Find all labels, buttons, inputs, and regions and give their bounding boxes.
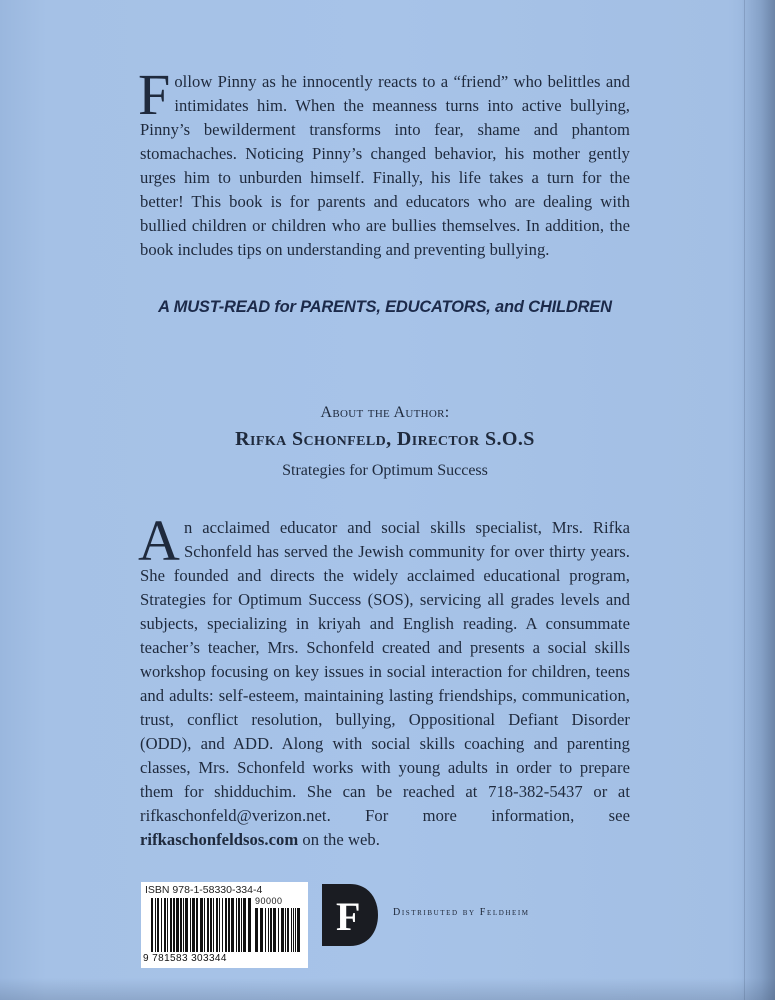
author-organization: Strategies for Optimum Success xyxy=(282,462,488,479)
price-code: 90000 xyxy=(255,896,283,906)
barcode-bar xyxy=(281,908,284,952)
bio-tail: on the web. xyxy=(298,830,380,849)
barcode-bar xyxy=(207,898,209,952)
bottom-edge-shadow xyxy=(0,978,775,1000)
barcode-bar xyxy=(248,898,251,952)
about-author-heading: About the Author: xyxy=(320,404,450,421)
barcode-bar xyxy=(293,908,294,952)
bio-text: n acclaimed educator and social skills specialist, Mrs. Rifka Schonfeld has served the Jewish community for over thirty years. She founded and directs the widely acclaimed educational program, Strategies for Optimum Success (SOS), servicing all grades levels and subjects, specializing in kriyah and English reading. A consummate teacher’s teacher, Mrs. Schonfeld created and presents a social skills workshop focusing on key issues in social interaction for children, teens and adults: self-esteem, maintaining lasting friendships, communication, trust, conflict resolution, bullying, Oppositional Defiant Disorder (ODD), and ADD. Along with social skills coaching and parenting classes, Mrs. Schonfeld works with young adults in order to prepare them for shidduchim. She can be reached at 718-382-5437 or at rifkaschonfeld@verizon.net. For more information, see xyxy=(140,518,630,825)
barcode-bar xyxy=(243,898,246,952)
bio-drop-cap: A xyxy=(138,508,180,573)
barcode-bar xyxy=(225,898,227,952)
barcode-bar xyxy=(190,898,191,952)
barcode-bar xyxy=(155,898,156,952)
barcode-bar xyxy=(170,898,172,952)
barcode-bar xyxy=(285,908,286,952)
blurb-drop-cap: F xyxy=(138,62,171,127)
barcode-bar xyxy=(228,898,230,952)
barcode-bar xyxy=(164,898,166,952)
barcode-bar xyxy=(180,898,182,952)
barcode-bar xyxy=(231,898,234,952)
barcode-bar xyxy=(204,898,205,952)
barcode-bar xyxy=(287,908,289,952)
isbn-barcode xyxy=(141,882,308,968)
barcode-bar xyxy=(216,898,218,952)
barcode-bar xyxy=(213,898,214,952)
barcode-bar xyxy=(260,908,263,952)
barcode-bar xyxy=(265,908,266,952)
barcode-bar xyxy=(183,898,184,952)
barcode-bar xyxy=(273,908,276,952)
feldheim-logo-icon xyxy=(322,884,378,946)
barcode-bar xyxy=(278,908,279,952)
barcode-bar xyxy=(238,898,240,952)
website-link[interactable]: rifkaschonfeldsos.com xyxy=(140,830,299,849)
barcode-bar xyxy=(200,898,203,952)
barcode-bar xyxy=(176,898,179,952)
barcode-bar xyxy=(270,908,272,952)
barcode-bar xyxy=(222,898,223,952)
barcode-bar xyxy=(167,898,168,952)
barcode-bar xyxy=(173,898,175,952)
barcode-bar xyxy=(210,898,212,952)
barcode-bar xyxy=(297,908,300,952)
author-bio xyxy=(138,508,630,852)
barcode-bar xyxy=(196,898,198,952)
barcode-bar xyxy=(236,898,237,952)
barcode-bar xyxy=(192,898,195,952)
tagline: A MUST-READ for PARENTS, EDUCATORS, and CHILDREN xyxy=(158,298,612,316)
barcode-bar xyxy=(291,908,292,952)
barcode-bar xyxy=(157,898,159,952)
barcode-bar xyxy=(295,908,296,952)
barcode-bar xyxy=(241,898,242,952)
spine-shadow xyxy=(741,0,775,1000)
barcode-bar xyxy=(219,898,220,952)
barcode-bar xyxy=(255,908,258,952)
barcode-bar xyxy=(185,898,188,952)
isbn-text: ISBN 978-1-58330-334-4 xyxy=(145,884,263,896)
distributed-by-label: Distributed by Feldheim xyxy=(393,907,530,918)
author-name: Rifka Schonfeld, Director S.O.S xyxy=(235,428,535,450)
barcode-bar xyxy=(268,908,269,952)
ean-digits: 9 781583 303344 xyxy=(143,953,227,964)
barcode-bar xyxy=(151,898,153,952)
barcode-bar xyxy=(161,898,162,952)
blurb-text: ollow Pinny as he innocently reacts to a “friend” who belittles and intimidates him. When the meanness turns into active bullying, Pinny’s bewilderment transforms into fear, shame and phantom stomachaches. Noticing Pinny’s changed behavior, his mother gently urges him to unburden himself. Finally, his life takes a turn for the better! This book is for parents and educators who are dealing with bullied children or children who are bullies themselves. In addition, the book includes tips on understanding and preventing bullying. xyxy=(140,72,630,259)
logo-letter: F xyxy=(336,894,361,939)
book-blurb xyxy=(138,62,630,262)
